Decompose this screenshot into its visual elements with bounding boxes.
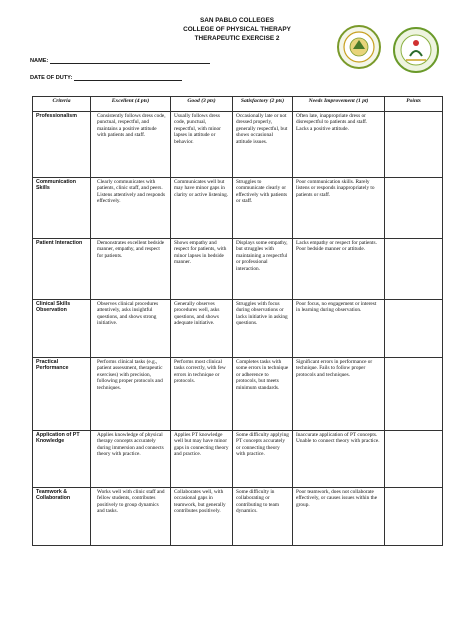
excellent-cell: Consistently follows dress code, punctual, respectful, and maintains a positive attitude with patients and staff.	[91, 112, 171, 178]
needs-improvement-cell: Poor communication skills. Rarely listens or responds inappropriately to patients or staff.	[293, 178, 385, 239]
good-cell: Performs most clinical tasks correctly, with few errors in technique or protocols.	[171, 358, 233, 431]
points-cell[interactable]	[385, 239, 443, 300]
points-cell[interactable]	[385, 300, 443, 358]
satisfactory-cell: Occasionally late or not dressed properly, generally respectful, but shows occasional attitude issues.	[233, 112, 293, 178]
criteria-cell: Clinical Skills Observation	[33, 300, 91, 358]
good-cell: Shows empathy and respect for patients, with minor lapses in bedside manner.	[171, 239, 233, 300]
criteria-cell: Patient Interaction	[33, 239, 91, 300]
good-cell: Applies PT knowledge well but may have minor gaps in connecting theory and practice.	[171, 431, 233, 488]
table-row	[33, 431, 443, 488]
good-cell: Communicates well but may have minor gaps in clarity or active listening.	[171, 178, 233, 239]
satisfactory-cell: Completes tasks with some errors in technique or adherence to protocols, but meets minimum standards.	[233, 358, 293, 431]
name-label: NAME:	[30, 58, 49, 64]
criteria-cell: Application of PT Knowledge	[33, 431, 91, 488]
table-row	[33, 358, 443, 431]
school-name: SAN PABLO COLLEGES	[199, 17, 275, 24]
points-cell[interactable]	[385, 112, 443, 178]
criteria-cell: Practical Performance	[33, 358, 91, 431]
excellent-cell: Applies knowledge of physical therapy concepts accurately during immersion and connects theory with practice.	[91, 431, 171, 488]
table-row	[33, 178, 443, 239]
points-cell[interactable]	[385, 178, 443, 239]
needs-improvement-cell: Significant errors in performance or technique. Fails to follow proper protocols and techniques.	[293, 358, 385, 431]
table-row	[33, 112, 443, 178]
column-header: Good (3 pts)	[171, 97, 233, 112]
good-cell: Generally observes procedures well, asks questions, and shows adequate initiative.	[171, 300, 233, 358]
excellent-cell: Observes clinical procedures attentively, asks insightful questions, and shows strong initiative.	[91, 300, 171, 358]
table-row	[33, 239, 443, 300]
pt-department-logo	[384, 26, 448, 74]
column-header: Criteria	[33, 97, 91, 112]
needs-improvement-cell: Lacks empathy or respect for patients. Poor bedside manner or attitude.	[293, 239, 385, 300]
points-cell[interactable]	[385, 488, 443, 546]
satisfactory-cell: Some difficulty in collaborating or contributing to team dynamics.	[233, 488, 293, 546]
good-cell: Collaborates well, with occasional gaps in teamwork, but generally contributes positively.	[171, 488, 233, 546]
column-header: Needs Improvement (1 pt)	[293, 97, 385, 112]
satisfactory-cell: Some difficulty applying PT concepts accurately or connecting theory with practice.	[233, 431, 293, 488]
good-cell: Usually follows dress code, punctual, respectful, with minor lapses in attitude or behavior.	[171, 112, 233, 178]
date-line[interactable]	[74, 74, 182, 81]
school-seal-logo	[336, 24, 382, 70]
satisfactory-cell: Displays some empathy, but struggles with maintaining a respectful or professional interaction.	[233, 239, 293, 300]
needs-improvement-cell: Poor focus, no engagement or interest in learning during observation.	[293, 300, 385, 358]
criteria-cell: Communication Skills	[33, 178, 91, 239]
excellent-cell: Clearly communicates with patients, clinic staff, and peers. Listens attentively and responds effectively.	[91, 178, 171, 239]
name-field[interactable]	[30, 57, 210, 64]
excellent-cell: Works well with clinic staff and fellow students, contributes positively to group dynamics and tasks.	[91, 488, 171, 546]
table-row	[33, 300, 443, 358]
college-name: COLLEGE OF PHYSICAL THERAPY	[183, 26, 291, 33]
column-header: Points	[385, 97, 443, 112]
needs-improvement-cell: Inaccurate application of PT concepts. Unable to connect theory with practice.	[293, 431, 385, 488]
satisfactory-cell: Struggles with focus during observations or lacks initiative in asking questions.	[233, 300, 293, 358]
excellent-cell: Performs clinical tasks (e.g., patient assessment, therapeutic exercises) with precision, following proper protocols and techniques.	[91, 358, 171, 431]
column-header: Satisfactory (2 pts)	[233, 97, 293, 112]
satisfactory-cell: Struggles to communicate clearly or effectively with patients or staff.	[233, 178, 293, 239]
criteria-cell: Professionalism	[33, 112, 91, 178]
needs-improvement-cell: Poor teamwork, does not collaborate effectively, or causes issues within the group.	[293, 488, 385, 546]
rubric-table	[32, 96, 443, 546]
date-label: DATE OF DUTY:	[30, 75, 73, 81]
points-cell[interactable]	[385, 431, 443, 488]
points-cell[interactable]	[385, 358, 443, 431]
name-line[interactable]	[50, 57, 210, 64]
course-title: THERAPEUTIC EXERCISE 2	[194, 35, 280, 42]
table-row	[33, 488, 443, 546]
needs-improvement-cell: Often late, inappropriate dress or disrespectful to patients and staff. Lacks a positive attitude.	[293, 112, 385, 178]
date-of-duty-field[interactable]	[30, 74, 182, 81]
excellent-cell: Demonstrates excellent bedside manner, empathy, and respect for patients.	[91, 239, 171, 300]
table-header-row	[33, 97, 443, 112]
criteria-cell: Teamwork & Collaboration	[33, 488, 91, 546]
column-header: Excellent (4 pts)	[91, 97, 171, 112]
